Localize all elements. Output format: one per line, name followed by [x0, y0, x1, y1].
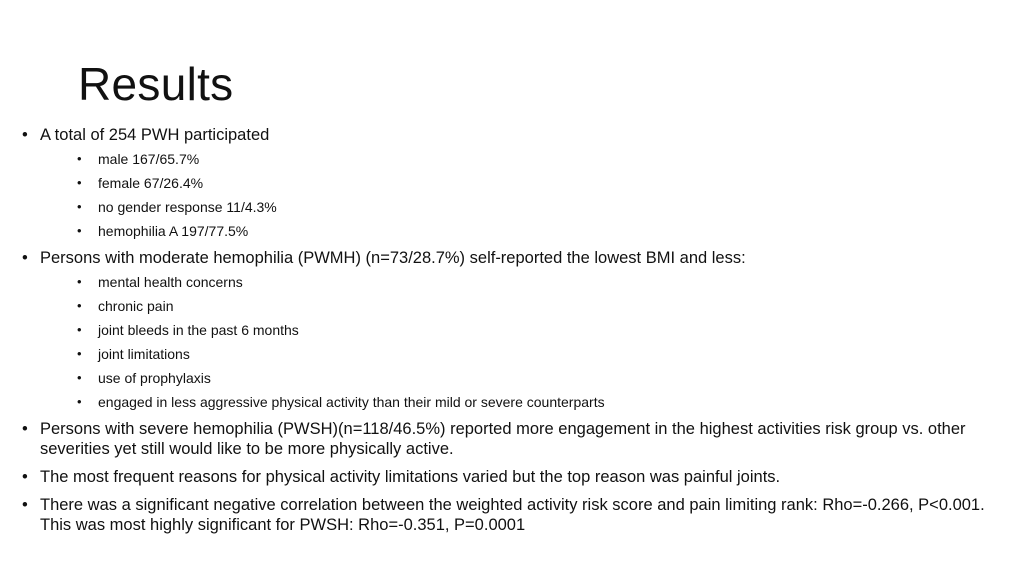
sub-bullet-text: no gender response 11/4.3% — [98, 199, 277, 215]
bullet-icon: • — [77, 394, 82, 409]
sub-bullet-item — [60, 273, 997, 291]
sub-bullet-text: mental health concerns — [98, 274, 243, 290]
bullet-icon: • — [22, 496, 28, 514]
bullet-item — [22, 419, 997, 459]
sub-bullet-text: joint bleeds in the past 6 months — [98, 322, 299, 338]
sub-bullet-list — [40, 150, 997, 240]
sub-bullet-item — [60, 369, 997, 387]
bullet-icon: • — [77, 151, 82, 166]
bullet-text: There was a significant negative correlation between the weighted activity risk score and pain limiting rank: Rho=-0.266, P<0.001. This was most highly significant for PWSH: Rho=-0.351, P=0.0001 — [40, 496, 985, 534]
bullet-icon: • — [77, 298, 82, 313]
sub-bullet-text: male 167/65.7% — [98, 151, 200, 167]
sub-bullet-item — [60, 345, 997, 363]
bullet-list — [22, 125, 997, 535]
sub-bullet-text: female 67/26.4% — [98, 175, 204, 191]
bullet-icon: • — [77, 322, 82, 337]
bullet-item — [22, 495, 997, 535]
sub-bullet-item — [60, 321, 997, 339]
bullet-text: A total of 254 PWH participated — [40, 126, 270, 144]
sub-bullet-list — [40, 273, 997, 411]
bullet-text: The most frequent reasons for physical activity limitations varied but the top reason was painful joints. — [40, 468, 781, 486]
bullet-text: Persons with moderate hemophilia (PWMH) (n=73/28.7%) self-reported the lowest BMI and less: — [40, 249, 746, 267]
bullet-icon: • — [22, 420, 28, 438]
bullet-item — [22, 125, 997, 240]
bullet-icon: • — [77, 274, 82, 289]
sub-bullet-text: hemophilia A 197/77.5% — [98, 223, 249, 239]
sub-bullet-text: engaged in less aggressive physical activity than their mild or severe counterparts — [98, 394, 605, 410]
bullet-item — [22, 467, 997, 487]
bullet-icon: • — [22, 126, 28, 144]
bullet-icon: • — [77, 199, 82, 214]
slide-content — [22, 125, 997, 543]
bullet-icon: • — [22, 468, 28, 486]
bullet-icon: • — [22, 249, 28, 267]
sub-bullet-text: chronic pain — [98, 298, 174, 314]
sub-bullet-text: joint limitations — [98, 346, 190, 362]
sub-bullet-item — [60, 393, 997, 411]
sub-bullet-item — [60, 198, 997, 216]
bullet-icon: • — [77, 370, 82, 385]
bullet-text: Persons with severe hemophilia (PWSH)(n=118/46.5%) reported more engagement in the highest activities risk group vs. other severities yet still would like to be more physically active. — [40, 420, 966, 458]
bullet-item — [22, 248, 997, 411]
bullet-icon: • — [77, 175, 82, 190]
sub-bullet-item — [60, 297, 997, 315]
sub-bullet-item — [60, 222, 997, 240]
sub-bullet-text: use of prophylaxis — [98, 370, 211, 386]
bullet-icon: • — [77, 346, 82, 361]
sub-bullet-item — [60, 150, 997, 168]
sub-bullet-item — [60, 174, 997, 192]
bullet-icon: • — [77, 223, 82, 238]
slide-title: Results — [78, 58, 234, 110]
